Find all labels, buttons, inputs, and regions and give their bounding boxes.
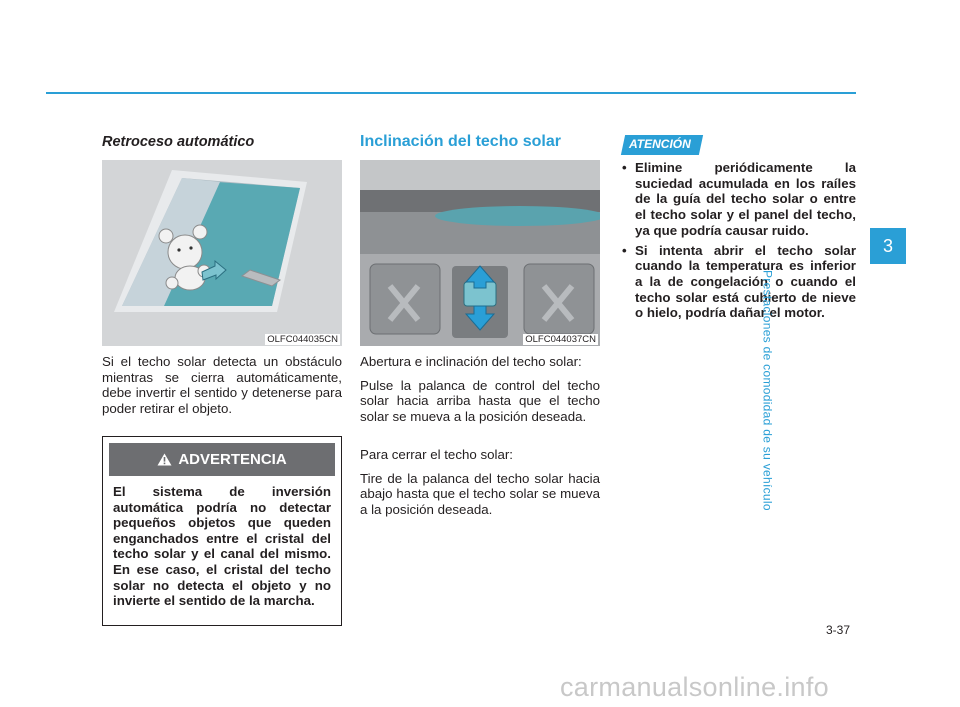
list-item: • Elimine periódicamente la suciedad acumulada en los raíles de la guía del techo solar o entre el techo solar y el panel del techo, ya que podría causar ruido. <box>618 160 856 239</box>
sunroof-switch-drawing <box>360 160 600 346</box>
list-item: • Si intenta abrir el techo solar cuando la temperatura es inferior a la de congelación o cuando el techo solar está cubierto de nieve o hielo, podría dañar el motor. <box>618 243 856 322</box>
figure-code: OLFC044037CN <box>525 334 596 345</box>
sunroof-obstacle-drawing <box>102 160 342 346</box>
warning-box <box>102 436 342 626</box>
chapter-side-title <box>760 270 905 560</box>
warning-text: El sistema de inversión automática podría no detectar pequeños objetos que queden enganchados entre el cristal del techo solar y el canal del mismo. En ese caso, el cristal del techo solar no detecta el objeto y no invierte el sentido de la marcha. <box>113 484 331 609</box>
section-heading-auto-reverse: Retroceso automático <box>102 134 255 150</box>
auto-reverse-text <box>102 354 342 425</box>
paragraph: Pulse la palanca de control del techo solar hacia arriba hasta que el techo solar se mueva a la posición deseada. <box>360 377 600 425</box>
figure-code: OLFC044035CN <box>267 334 338 345</box>
paragraph: Para cerrar el techo solar: <box>360 446 513 462</box>
watermark: carmanualsonline.info <box>560 672 829 702</box>
caution-badge-label: ATENCIÓN <box>629 137 691 151</box>
chapter-tab: 3 <box>870 228 906 264</box>
warning-title: ADVERTENCIA <box>178 451 287 468</box>
caution-list <box>618 160 856 325</box>
sunroof-switch-illustration <box>360 160 600 346</box>
top-rule <box>46 92 856 94</box>
section-heading-tilt: Inclinación del techo solar <box>360 133 561 150</box>
page-number: 3-37 <box>826 623 851 637</box>
sunroof-obstacle-illustration <box>102 160 342 346</box>
warning-triangle-icon <box>157 453 172 466</box>
warning-header <box>109 443 335 476</box>
paragraph: Si el techo solar detecta un obstáculo mientras se cierra automáticamente, debe invertir el sentido y detenerse para poder retirar el objeto. <box>102 354 342 417</box>
tilt-text <box>360 354 600 526</box>
paragraph: Tire de la palanca del techo solar hacia abajo hasta que el techo solar se mueva a la posición deseada. <box>360 470 600 517</box>
paragraph: Abertura e inclinación del techo solar: <box>360 354 582 369</box>
chapter-title: Prestaciones de comodidad de su vehículo <box>760 270 775 511</box>
